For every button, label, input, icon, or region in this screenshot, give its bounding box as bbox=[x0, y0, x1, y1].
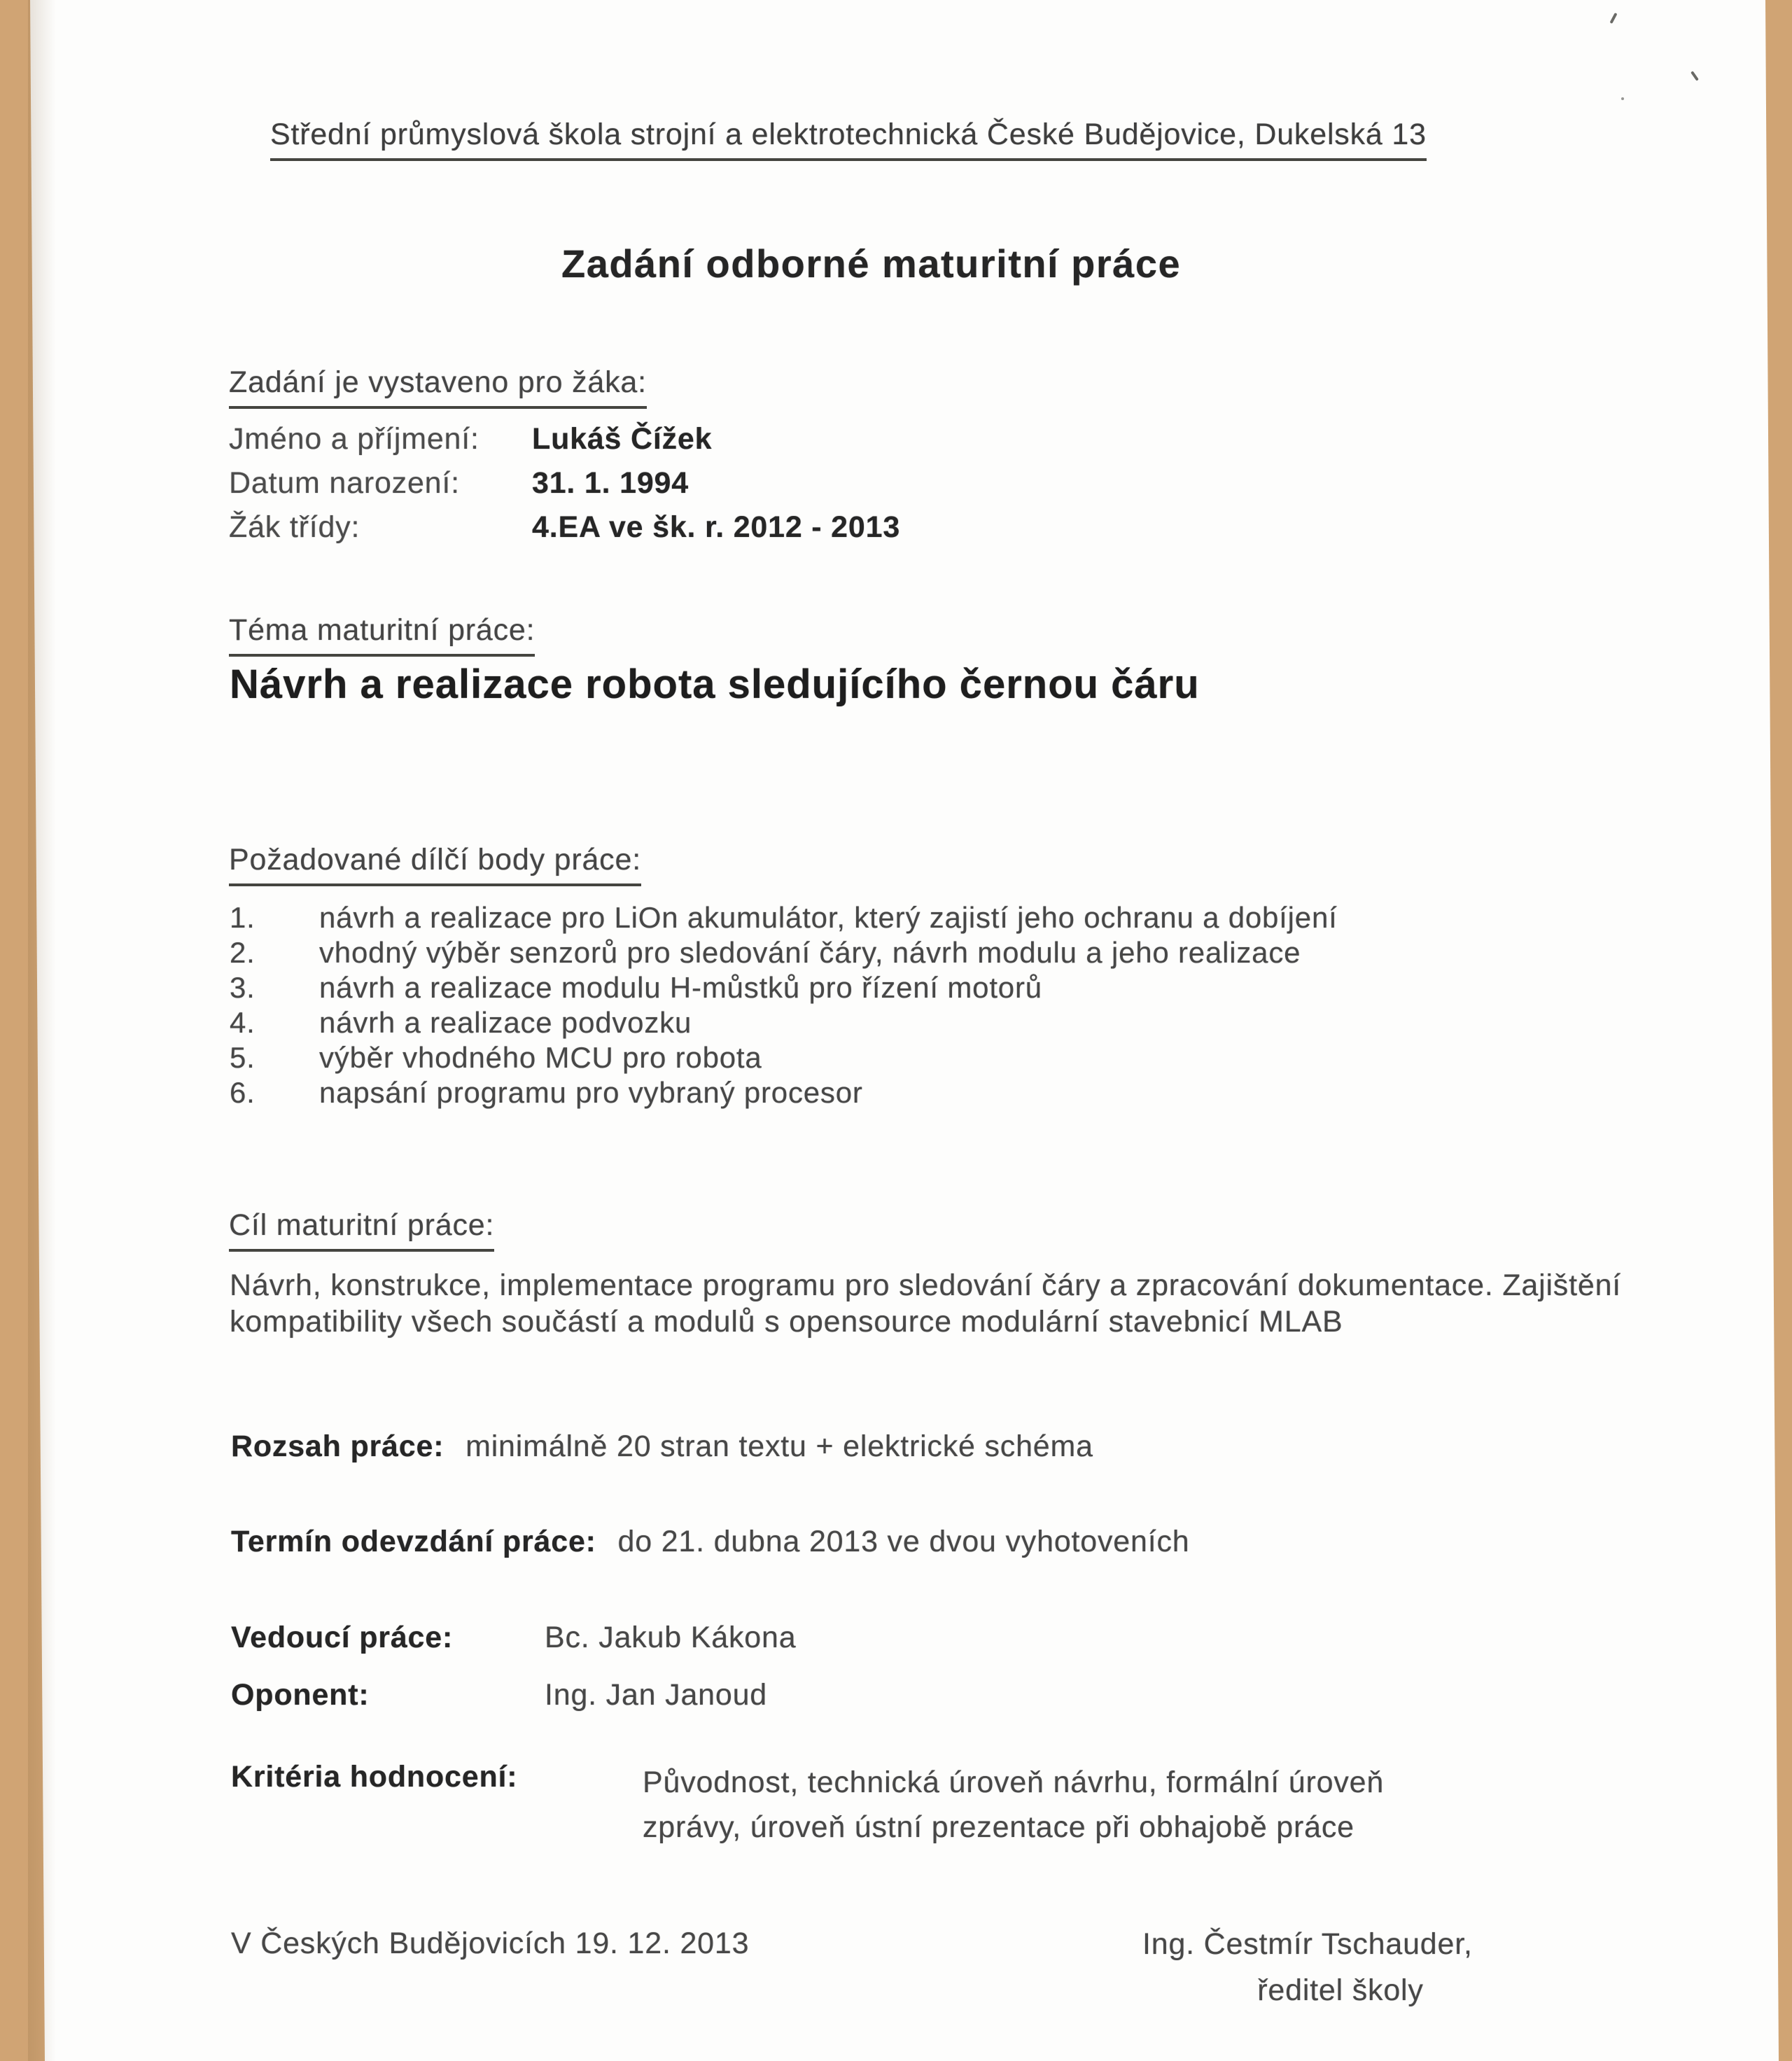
thesis-topic-title: Návrh a realizace robota sledujícího černou čáru bbox=[230, 662, 1200, 707]
student-name-row bbox=[229, 417, 900, 461]
supervisor-label: Vedoucí práce: bbox=[231, 1621, 454, 1654]
scope-label: Rozsah práce: bbox=[231, 1430, 444, 1463]
student-section-heading: Zadání je vystaveno pro žáka: bbox=[229, 365, 647, 409]
scan-speck bbox=[1609, 13, 1617, 24]
list-item: 6. napsání programu pro vybraný procesor bbox=[230, 1076, 863, 1109]
student-name-value: Lukáš Čížek bbox=[532, 422, 713, 456]
place-and-date: V Českých Budějovicích 19. 12. 2013 bbox=[231, 1927, 750, 1960]
document-title: Zadání odborné maturitní práce bbox=[561, 242, 1182, 286]
school-header-text: Střední průmyslová škola strojní a elektrotechnická České Budějovice, Dukelská 13 bbox=[270, 118, 1427, 161]
student-class-value: 4.EA ve šk. r. 2012 - 2013 bbox=[532, 510, 901, 544]
signature-block bbox=[1142, 1921, 1539, 2013]
deadline-row bbox=[231, 1525, 1190, 1559]
supervisor-opponent-block bbox=[231, 1609, 796, 1724]
desk-wood-edge-left bbox=[0, 0, 45, 2061]
scope-row bbox=[231, 1430, 1093, 1464]
opponent-value: Ing. Jan Janoud bbox=[545, 1678, 768, 1712]
student-birthdate-label: Datum narození: bbox=[229, 466, 460, 500]
criteria-text: Původnost, technická úroveň návrhu, formální úroveň zprávy, úroveň ústní prezentace při obhajobě práce bbox=[643, 1766, 1385, 1844]
student-class-label: Žák třídy: bbox=[229, 510, 360, 544]
supervisor-row bbox=[231, 1609, 796, 1666]
topic-section-heading: Téma maturitní práce: bbox=[229, 613, 535, 657]
opponent-row bbox=[231, 1666, 796, 1724]
requirements-section-heading: Požadované dílčí body práce: bbox=[229, 843, 641, 886]
requirements-list bbox=[230, 900, 1338, 1110]
supervisor-value: Bc. Jakub Kákona bbox=[545, 1621, 797, 1654]
scope-value: minimálně 20 stran textu + elektrické schéma bbox=[465, 1430, 1093, 1463]
opponent-label: Oponent: bbox=[231, 1678, 370, 1712]
goal-paragraph: Návrh, konstrukce, implementace programu pro sledování čáry a zpracování dokumentace. Zajištění kompatibility všech součástí a modulů s opensource modulární stavebnicí MLAB bbox=[230, 1269, 1622, 1339]
signature-title: ředitel školy bbox=[1257, 1973, 1424, 2007]
list-item: 4. návrh a realizace podvozku bbox=[230, 1006, 692, 1039]
list-item: 1. návrh a realizace pro LiOn akumulátor, který zajistí jeho ochranu a dobíjení bbox=[230, 901, 1338, 934]
student-birthdate-row bbox=[229, 461, 900, 505]
list-item: 5. výběr vhodného MCU pro robota bbox=[230, 1041, 762, 1074]
deadline-value: do 21. dubna 2013 ve dvou vyhotoveních bbox=[617, 1525, 1190, 1558]
student-class-row bbox=[229, 505, 900, 550]
goal-section-heading: Cíl maturitní práce: bbox=[229, 1208, 494, 1252]
student-info-block bbox=[229, 417, 900, 550]
signature-name: Ing. Čestmír Tschauder, bbox=[1142, 1927, 1473, 1961]
criteria-label: Kritéria hodnocení: bbox=[231, 1760, 518, 1794]
desk-wood-edge-right bbox=[1765, 0, 1792, 2061]
scan-speck bbox=[1621, 97, 1624, 100]
scan-speck bbox=[1690, 71, 1699, 81]
list-item: 3. návrh a realizace modulu H-můstků pro řízení motorů bbox=[230, 971, 1042, 1004]
school-header bbox=[270, 118, 1427, 161]
deadline-label: Termín odevzdání práce: bbox=[231, 1525, 596, 1558]
student-birthdate-value: 31. 1. 1994 bbox=[532, 466, 689, 500]
list-item: 2. vhodný výběr senzorů pro sledování čáry, návrh modulu a jeho realizace bbox=[230, 936, 1301, 969]
criteria-row bbox=[231, 1760, 1384, 1850]
student-name-label: Jméno a příjmení: bbox=[229, 422, 479, 456]
